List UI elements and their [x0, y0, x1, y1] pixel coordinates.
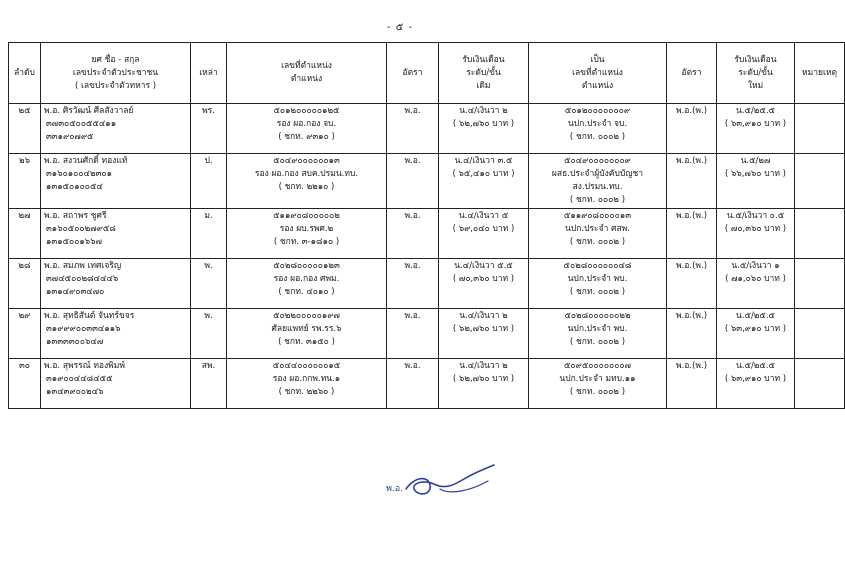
new-salary-amount: ( ๗๑,๐๖๐ บาท ) — [725, 274, 786, 284]
header-name-line: ยศ ชื่อ - สกุล — [91, 54, 140, 65]
new-position-number: ๕๑๑๙๐๘๐๐๐๐๑๓ — [563, 211, 632, 221]
cell-name — [41, 154, 191, 209]
military-id: ๑๓๑๕๐๐๑๖๖๗ — [46, 237, 102, 247]
military-id: ๑๓๔๓๙๐๐๒๔๖ — [46, 387, 104, 397]
cell-remarks — [795, 259, 845, 309]
salary-amount: ( ๖๕,๔๑๐ บาท ) — [452, 169, 515, 179]
cell-salary-old — [439, 209, 529, 259]
header-salary-new-line: ระดับ/ขั้น — [738, 67, 773, 78]
position-code: ( ชกท. ๒๒๖๐ ) — [278, 387, 335, 397]
position-code: ( ชกท. ๓-๑๘๑๐ ) — [273, 237, 340, 247]
position-code: ( ชกท. ๓๑๕๐ ) — [278, 337, 335, 347]
new-position-number: ๕๐๑๒๐๐๐๐๐๐๐๙ — [564, 106, 631, 116]
new-salary-level: น.๕/๒๕.๕ — [736, 106, 775, 116]
citizen-id: ๓๑๖๐๕๐๐๒๗๙๕๘ — [46, 224, 116, 234]
salary-level: น.๔/เงินวา ๒ — [459, 106, 508, 116]
cell-salary-new — [717, 259, 795, 309]
salary-amount: ( ๖๒,๗๖๐ บาท ) — [452, 119, 515, 129]
salary-amount: ( ๖๙,๐๔๐ บาท ) — [452, 224, 515, 234]
position-number: ๕๐๑๒๐๐๐๐๐๑๒๕ — [273, 106, 340, 116]
cell-corps: พ. — [191, 309, 227, 359]
new-position-code: ( ชกท. ๐๐๐๒ ) — [569, 387, 626, 397]
new-salary-amount: ( ๖๓,๙๑๐ บาท ) — [724, 374, 787, 384]
cell-position — [227, 154, 387, 209]
header-salary-old-line: รับเงินเดือน — [462, 54, 505, 65]
position-title: ศัลยแพทย์ รพ.รร.๖ — [271, 324, 342, 334]
citizen-id: ๓๑๖๐๑๐๐๔๒๓๐๑ — [46, 169, 112, 179]
signature-rank: พ.อ. — [386, 484, 404, 494]
military-id: ๑๓๓๓๓๐๐๖๔๗ — [46, 337, 104, 347]
new-salary-level: น.๕/เงินวา ๐.๕ — [726, 211, 785, 221]
cell-salary-old — [439, 154, 529, 209]
cell-seq: ๒๗ — [9, 209, 41, 259]
table-row — [9, 259, 845, 309]
position-code: ( ชกท. ๙๓๑๐ ) — [278, 132, 335, 142]
position-number: ๕๐๒๒๐๐๐๐๐๑๙๗ — [273, 311, 340, 321]
person-name: พ.อ. สถาพร ชูศรี — [44, 211, 107, 221]
header-position-line: ตำแหน่ง — [290, 74, 323, 84]
cell-new-position — [529, 359, 667, 409]
new-position-unit: สง.ปรมน.ทบ. — [572, 182, 623, 192]
new-position-code: ( ชกท. ๐๐๐๒ ) — [569, 132, 626, 142]
cell-corps: สพ. — [191, 359, 227, 409]
cell-new-position — [529, 104, 667, 154]
new-position-number: ๕๐๔๙๐๐๐๐๐๐๐๙ — [564, 156, 631, 166]
new-position-code: ( ชกท. ๐๐๐๒ ) — [569, 237, 626, 247]
cell-salary-new — [717, 209, 795, 259]
cell-seq: ๒๘ — [9, 259, 41, 309]
header-remarks: หมายเหตุ — [795, 43, 845, 104]
cell-salary-old — [439, 309, 529, 359]
cell-seq: ๓๐ — [9, 359, 41, 409]
cell-remarks — [795, 209, 845, 259]
person-name: พ.อ. สงวนศักดิ์ ทองแท้ — [44, 156, 128, 166]
header-salary-old — [439, 43, 529, 104]
citizen-id: ๓๗๓๐๕๐๐๕๕๔๑๑ — [46, 119, 117, 129]
cell-remarks — [795, 104, 845, 154]
header-seq: ลำดับ — [9, 43, 41, 104]
header-name-line: เลขประจำตัวประชาชน — [72, 67, 159, 78]
new-salary-amount: ( ๗๐,๓๖๐ บาท ) — [724, 224, 787, 234]
salary-amount: ( ๗๐,๓๖๐ บาท ) — [452, 274, 515, 284]
table-row — [9, 154, 845, 209]
position-number: ๕๑๑๙๐๘๐๐๐๐๐๒ — [273, 211, 340, 221]
cell-position — [227, 209, 387, 259]
military-id: ๑๓๑๕๐๑๐๐๕๔ — [46, 182, 103, 192]
cell-position — [227, 259, 387, 309]
header-new-position-line: เป็น — [590, 54, 605, 65]
header-name-line: ( เลขประจำตัวทหาร ) — [74, 80, 157, 91]
cell-new-position — [529, 309, 667, 359]
header-salary-new-line: ใหม่ — [747, 80, 764, 91]
cell-seq: ๒๕ — [9, 104, 41, 154]
citizen-id: ๓๑๙๐๐๔๔๘๔๕๕ — [46, 374, 113, 384]
new-position-title: นปก.ประจำ จบ. — [567, 119, 628, 129]
cell-rate: พ.อ. — [387, 209, 439, 259]
cell-new-rate: พ.อ.(พ.) — [667, 259, 717, 309]
cell-corps: พร. — [191, 104, 227, 154]
cell-new-rate: พ.อ.(พ.) — [667, 154, 717, 209]
cell-corps: ป. — [191, 154, 227, 209]
header-new-rate: อัตรา — [667, 43, 717, 104]
cell-name — [41, 259, 191, 309]
cell-name — [41, 309, 191, 359]
new-salary-amount: ( ๖๓,๙๑๐ บาท ) — [724, 119, 787, 129]
new-salary-amount: ( ๖๓,๙๑๐ บาท ) — [724, 324, 787, 334]
header-new-position-line: ตำแหน่ง — [581, 80, 614, 91]
new-position-title: นปก.ประจำ พบ. — [567, 274, 628, 284]
cell-corps: พ. — [191, 259, 227, 309]
position-title: รอง ผบ.รพศ.๒ — [279, 224, 334, 234]
cell-new-position — [529, 259, 667, 309]
table-row — [9, 209, 845, 259]
table-row — [9, 309, 845, 359]
person-name: พ.อ. สมภพ เทศเจริญ — [44, 261, 122, 271]
cell-seq: ๒๖ — [9, 154, 41, 209]
salary-level: น.๔/เงินวา ๕ — [458, 211, 509, 221]
cell-remarks — [795, 359, 845, 409]
header-salary-old-line: ระดับ/ขั้น — [466, 67, 501, 78]
salary-level: น.๔/เงินวา ๓.๕ — [454, 156, 513, 166]
header-new-position — [529, 43, 667, 104]
header-salary-new — [717, 43, 795, 104]
cell-new-rate: พ.อ.(พ.) — [667, 209, 717, 259]
position-title: รอง ผอ.กอง ศพม. — [273, 274, 340, 284]
new-salary-amount: ( ๖๖,๗๖๐ บาท ) — [725, 169, 786, 179]
new-position-code: ( ชกท. ๐๐๐๒ ) — [569, 287, 626, 297]
new-salary-level: น.๕/๒๕.๕ — [736, 311, 775, 321]
table-header-row — [9, 43, 845, 104]
header-salary-new-line: รับเงินเดือน — [734, 54, 777, 65]
cell-salary-new — [717, 104, 795, 154]
cell-salary-old — [439, 359, 529, 409]
citizen-id: ๓๑๙๙๙๐๐๓๓๔๑๑๖ — [46, 324, 121, 334]
cell-salary-new — [717, 359, 795, 409]
table-row — [9, 104, 845, 154]
new-position-title: นปก.ประจำ ศสพ. — [565, 224, 630, 234]
new-position-number: ๕๐๙๕๐๐๐๐๐๐๐๗ — [564, 361, 631, 371]
cell-name — [41, 359, 191, 409]
position-number: ๕๐๔๙๐๐๐๐๐๐๑๓ — [273, 156, 340, 166]
cell-name — [41, 209, 191, 259]
new-position-title: ผสธ.ประจำผู้บังคับบัญชา — [551, 169, 644, 179]
new-position-code: ( ชกท. ๐๐๐๒ ) — [569, 195, 626, 205]
salary-amount: ( ๖๒,๗๖๐ บาท ) — [452, 324, 515, 334]
cell-salary-old — [439, 104, 529, 154]
new-salary-level: น.๕/๒๗ — [740, 156, 771, 166]
cell-rate: พ.อ. — [387, 359, 439, 409]
position-title: รอง ผอ.กอง จบ. — [276, 119, 337, 129]
cell-name — [41, 104, 191, 154]
new-position-number: ๕๐๒๘๐๐๐๐๐๐๒๒ — [564, 311, 631, 321]
cell-rate: พ.อ. — [387, 154, 439, 209]
cell-salary-old — [439, 259, 529, 309]
header-position — [227, 43, 387, 104]
cell-position — [227, 309, 387, 359]
new-position-number: ๕๐๒๘๐๐๐๐๐๐๔๘ — [563, 261, 632, 271]
new-salary-level: น.๕/๒๕.๕ — [736, 361, 775, 371]
cell-corps: ม. — [191, 209, 227, 259]
military-id: ๓๓๑๙๐๗๙๕ — [46, 132, 94, 142]
header-salary-old-line: เดิม — [476, 80, 491, 91]
cell-remarks — [795, 154, 845, 209]
salary-level: น.๔/เงินวา ๒ — [459, 361, 508, 371]
salary-amount: ( ๖๒,๗๖๐ บาท ) — [452, 374, 515, 384]
salary-level: น.๔/เงินวา ๒ — [459, 311, 508, 321]
new-position-code: ( ชกท. ๐๐๐๒ ) — [569, 337, 626, 347]
cell-position — [227, 359, 387, 409]
cell-new-rate: พ.อ.(พ.) — [667, 309, 717, 359]
personnel-table — [8, 42, 845, 409]
position-number: ๕๐๔๔๐๐๐๐๐๐๑๕ — [272, 361, 341, 371]
position-code: ( ชกท. ๔๐๑๐ ) — [278, 287, 335, 297]
handwritten-signature — [384, 455, 504, 505]
cell-rate: พ.อ. — [387, 309, 439, 359]
cell-salary-new — [717, 309, 795, 359]
cell-new-position — [529, 209, 667, 259]
cell-position — [227, 104, 387, 154]
header-new-position-line: เลขที่ตำแหน่ง — [572, 67, 623, 78]
military-id: ๑๓๑๔๙๐๓๔๗๐ — [46, 287, 105, 297]
cell-seq: ๒๙ — [9, 309, 41, 359]
new-salary-level: น.๕/เงินวา ๑ — [731, 261, 780, 271]
position-number: ๕๐๒๘๐๐๐๐๐๑๒๓ — [273, 261, 340, 271]
header-rate: อัตรา — [387, 43, 439, 104]
position-title: รอง ผอ.กอง สบค.ปรมน.ทบ. — [254, 169, 359, 179]
page-number: - ๕ - — [386, 22, 414, 33]
position-title: รอง ผอ.กกพ.ทน.๑ — [272, 374, 341, 384]
header-position-line: เลขที่ตำแหน่ง — [281, 61, 332, 71]
cell-rate: พ.อ. — [387, 104, 439, 154]
person-name: พ.อ. ศิรวัฒน์ ศีลสังวาลย์ — [44, 106, 134, 116]
cell-salary-new — [717, 154, 795, 209]
cell-remarks — [795, 309, 845, 359]
cell-new-rate: พ.อ.(พ.) — [667, 104, 717, 154]
position-code: ( ชกท. ๒๒๑๐ ) — [278, 182, 335, 192]
new-position-title: นปก.ประจำ มทบ.๑๑ — [559, 374, 636, 384]
new-position-title: นปก.ประจำ พบ. — [567, 324, 628, 334]
cell-new-rate: พ.อ.(พ.) — [667, 359, 717, 409]
person-name: พ.อ. สุทธิสันต์ จันทร์ขจร — [44, 311, 135, 321]
person-name: พ.อ. สุพรรณ์ ทองพิมพ์ — [44, 361, 125, 371]
cell-rate: พ.อ. — [387, 259, 439, 309]
cell-new-position — [529, 154, 667, 209]
salary-level: น.๔/เงินวา ๕.๕ — [454, 261, 513, 271]
table-row — [9, 359, 845, 409]
header-corps: เหล่า — [191, 43, 227, 104]
header-name — [41, 43, 191, 104]
citizen-id: ๓๗๔๕๐๐๒๘๔๔๔๖ — [46, 274, 119, 284]
